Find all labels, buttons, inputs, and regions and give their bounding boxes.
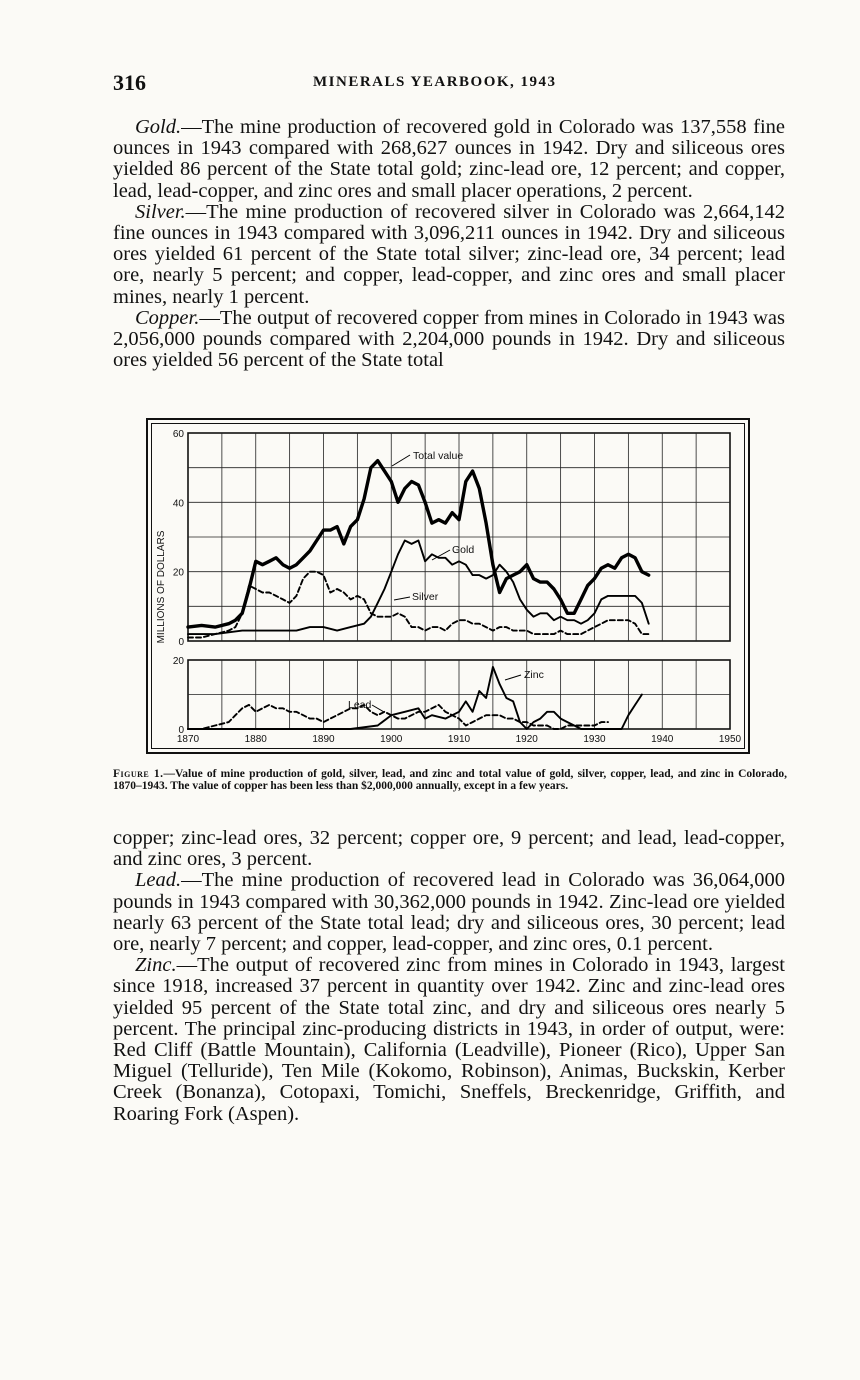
series-gold [188,541,649,635]
y-axis-label: MILLIONS OF DOLLARS [156,530,167,644]
paragraph-text: —The mine production of recovered lead in Colorado was 36,064,000 pounds in 1943 compared with 30,362,000 pounds in 1942. Zinc-lead ore yielded nearly 63 percent of the State total lead; dry and siliceous ores, 30 percent; lead ore, nearly 7 percent; and copper, lead-copper, and zinc ores, 0.1 percent. [113,869,785,956]
x-tick-label: 1880 [244,734,267,745]
y-tick-label: 0 [178,637,184,648]
annotation-lead: Lead [348,699,372,711]
x-tick-label: 1950 [718,734,742,745]
annotation-total-value: Total value [413,450,464,462]
run-in-heading: Lead. [135,869,182,892]
annotation-silver-leader [394,597,410,600]
x-tick-label: 1900 [380,734,403,745]
x-tick-label: 1910 [447,734,471,745]
y-tick-label: 20 [172,567,184,579]
journal-title: MINERALS YEARBOOK, 1943 [313,74,557,90]
page-number: 316 [113,70,146,95]
run-in-heading: Copper. [135,306,200,329]
y-tick-label: 0 [178,725,184,736]
caption-label: Figure 1. [113,768,164,780]
x-tick-label: 1890 [312,734,335,745]
series-lead [188,705,608,729]
annotation-total-value-leader [392,455,410,466]
run-in-heading: Gold. [135,116,182,138]
y-tick-label: 60 [172,429,184,440]
text-block-bottom [113,828,785,1125]
x-tick-label: 1870 [176,734,200,745]
grid-upper [188,433,730,641]
paragraph-text: —The output of recovered zinc from mines in Colorado in 1943, largest since 1918, increased 37 percent in quantity over 1942. Zinc and zinc-lead ores yielded 95 percent of the State total zinc, and dry and siliceous ores nearly 5 percent. The principal zinc-producing districts in 1943, in order of output, were: Red Cliff (Battle Mountain), California (Leadville), Pioneer (Rico), Upper San Miguel (Telluride), Ten Mile (Kokomo, Robinson), Animas, Buckskin, Kerber Creek (Bonanza), Cotopaxi, Tomichi, Sneffels, Breckenridge, Griffith, and Roaring Fork (Aspen). [113,954,785,1125]
paragraph-text: copper; zinc-lead ores, 32 percent; copper ore, 9 percent; and lead, lead-copper, and zinc ores, 3 percent. [113,827,785,871]
figure-caption [113,768,787,792]
paragraph-copper-continued [113,828,785,870]
y-tick-label: 40 [172,498,184,510]
series-annotations [348,450,544,712]
run-in-heading: Silver. [135,200,186,223]
caption-text: —Value of mine production of gold, silver, lead, and zinc and total value of gold, silver, copper, lead, and zinc in Colorado, 1870–1943. The value of copper has been less than $2,000,000 annually, except in a few years. [113,768,787,792]
y-tick-label: 20 [172,656,184,667]
paragraph-lead [113,870,785,955]
x-tick-label: 1940 [651,734,674,745]
annotation-silver: Silver [412,591,439,603]
paragraph-text: —The mine production of recovered silver in Colorado was 2,664,142 fine ounces in 1943 compared with 3,096,211 ounces in 1942. Dry and siliceous ores yielded 61 percent of the State total silver; zinc-lead ore, 34 percent; lead ore, nearly 5 percent; and copper, lead-copper, and zinc ores and small placer mines, nearly 1 percent. [113,200,785,308]
run-in-heading: Zinc. [135,954,177,977]
annotation-lead-leader [372,705,384,712]
annotation-zinc-leader [505,675,521,680]
paragraph-text: —The mine production of recovered gold in Colorado was 137,558 fine ounces in 1943 compared with 268,627 ounces in 1942. Dry and siliceous ores yielded 86 percent of the State total gold; zinc-lead ore, 12 percent; and copper, lead, lead-copper, and zinc ores and small placer operations, 2 percent. [113,116,785,202]
paragraph-text: —The output of recovered copper from mines in Colorado in 1943 was 2,056,000 pounds compared with 2,204,000 pounds in 1942. Dry and siliceous ores yielded 56 percent of the State total [113,306,785,372]
paragraph-zinc [113,955,785,1125]
tick-labels [156,429,742,745]
annotation-zinc: Zinc [524,669,544,681]
x-tick-label: 1920 [515,734,538,745]
annotation-gold: Gold [452,544,475,556]
x-tick-label: 1930 [583,734,606,745]
